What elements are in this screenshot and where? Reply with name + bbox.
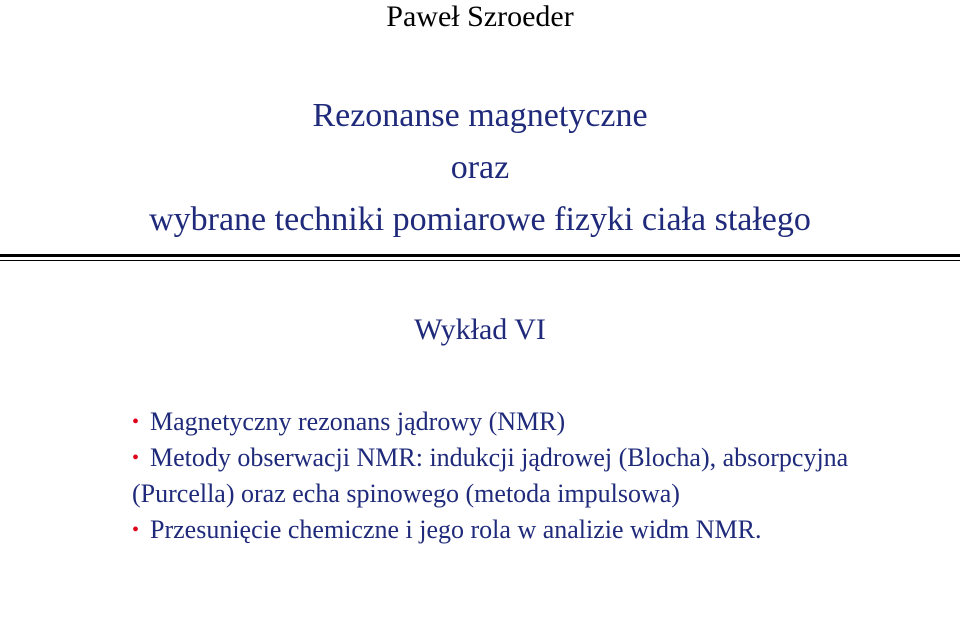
topic-list xyxy=(132,404,892,548)
list-item xyxy=(132,440,892,512)
divider-thick xyxy=(0,254,960,257)
author-name: Paweł Szroeder xyxy=(386,0,574,33)
divider-thin xyxy=(0,260,960,261)
title-line-2: oraz xyxy=(450,149,510,186)
bullet-icon: • xyxy=(132,411,140,433)
list-item xyxy=(132,512,892,548)
list-item-text: Metody obserwacji NMR: indukcji jądrowej (Blocha), absorpcyjna (Purcella) oraz echa spinowego (metoda impulsowa) xyxy=(132,443,849,508)
bullet-icon: • xyxy=(132,447,140,469)
title-line-3: wybrane techniki pomiarowe fizyki ciała stałego xyxy=(149,201,811,238)
bullet-icon: • xyxy=(132,519,140,541)
presentation-title xyxy=(0,90,960,246)
list-item-text: Magnetyczny rezonans jądrowy (NMR) xyxy=(150,407,566,436)
title-line-1: Rezonanse magnetyczne xyxy=(312,97,648,134)
list-item xyxy=(132,404,892,440)
lecture-number: Wykład VI xyxy=(414,313,546,346)
list-item-text: Przesunięcie chemiczne i jego rola w analizie widm NMR. xyxy=(150,515,762,544)
